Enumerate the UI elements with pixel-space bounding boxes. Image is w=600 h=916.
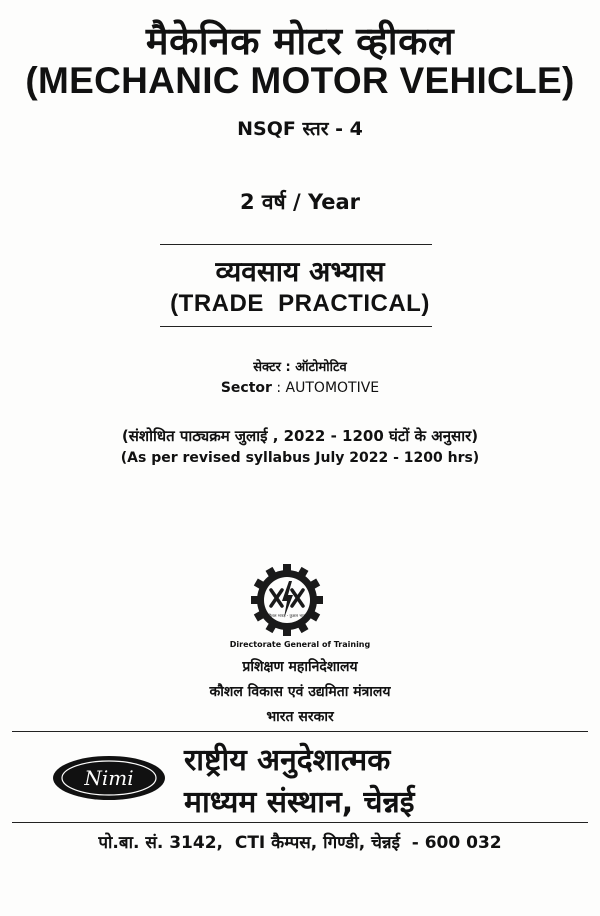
nsqf-level: NSQF स्तर - 4 (237, 118, 363, 140)
publisher-line-1: राष्ट्रीय अनुदेशात्मक (184, 743, 391, 778)
trade-practical-hindi: व्यवसाय अभ्यास (215, 255, 385, 288)
title-english: (MECHANIC MOTOR VEHICLE) (25, 60, 575, 101)
publisher-address: पो.बा. सं. 3142, CTI कैम्पस, गिण्डी, चेन्नई - 600 032 (98, 833, 502, 853)
divider-publisher-top (12, 731, 588, 732)
sector-english (0, 380, 600, 396)
course-duration: 2 वर्ष / Year (239, 190, 361, 214)
divider-bottom (160, 326, 432, 327)
sector-hindi: सेक्टर : ऑटोमोटिव (253, 360, 347, 375)
divider-top (160, 244, 432, 245)
sector-value: AUTOMOTIVE (285, 380, 380, 396)
sector-separator: : (271, 380, 286, 396)
nimi-logo (52, 754, 166, 802)
ministry-line-2: कौशल विकास एवं उद्यमिता मंत्रालय (209, 684, 391, 700)
publisher-line-2: माध्यम संस्थान, चेन्नई (184, 785, 415, 820)
dgt-gear-logo (249, 562, 325, 638)
ministry-line-3: भारत सरकार (266, 709, 334, 725)
nimi-logo-text: Nimi (84, 766, 134, 790)
syllabus-english: (As per revised syllabus July 2022 - 1200 hrs) (120, 450, 480, 466)
syllabus-hindi: (संशोधित पाठ्यक्रम जुलाई , 2022 - 1200 घंटों के अनुसार) (121, 427, 479, 445)
title-hindi: मैकेनिक मोटर व्हीकल (145, 19, 455, 63)
divider-publisher-bottom (12, 822, 588, 823)
trade-practical-english: (TRADE PRACTICAL) (170, 290, 430, 317)
ministry-line-1: प्रशिक्षण महानिदेशालय (242, 659, 358, 675)
sector-label: Sector (220, 380, 272, 396)
dgt-caption: Directorate General of Training (229, 640, 371, 649)
dgt-logo-inner-text: कौशल भारत - कुशल भारत (266, 613, 308, 618)
